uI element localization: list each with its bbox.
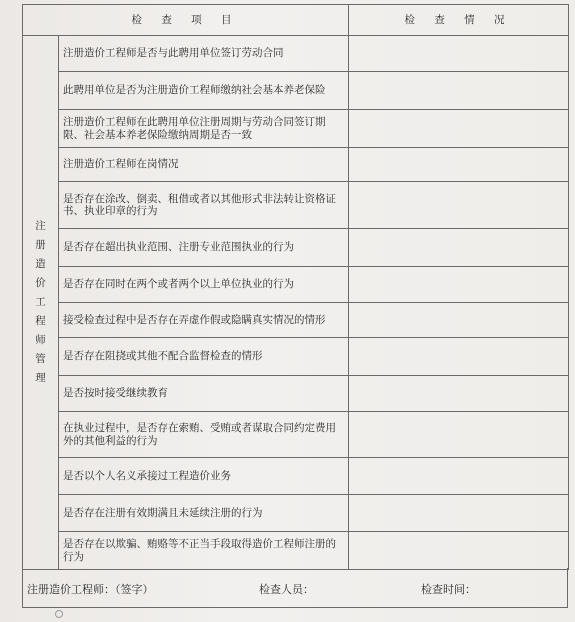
check-item: 是否存在以欺骗、贿赂等不正当手段取得造价工程师注册的行为 (59, 532, 349, 570)
section-label: 注册造价工程师管理 (35, 220, 46, 384)
table-row (23, 229, 569, 267)
table-row (23, 72, 569, 110)
result-cell[interactable] (349, 110, 569, 148)
result-cell[interactable] (349, 458, 569, 495)
table-row (23, 110, 569, 148)
table-row (23, 532, 569, 570)
check-item: 是否存在阻挠或其他不配合监督检查的情形 (59, 338, 349, 376)
result-cell[interactable] (349, 338, 569, 376)
result-cell[interactable] (349, 36, 569, 72)
header-result-column: 检 查 情 况 (349, 5, 569, 36)
check-item: 是否按时接受继续教育 (59, 376, 349, 412)
table-row (23, 267, 569, 303)
result-cell[interactable] (349, 303, 569, 338)
check-item: 是否存在同时在两个或者两个以上单位执业的行为 (59, 267, 349, 303)
inspector-label: 检查人员： (259, 583, 314, 596)
check-item: 在执业过程中，是否存在索贿、受贿或者谋取合同约定费用外的其他利益的行为 (59, 412, 349, 458)
result-cell[interactable] (349, 495, 569, 532)
result-cell[interactable] (349, 412, 569, 458)
result-cell[interactable] (349, 72, 569, 110)
signature-footer (22, 568, 568, 608)
check-item: 接受检查过程中是否存在弄虚作假或隐瞒真实情况的情形 (59, 303, 349, 338)
table-row (23, 182, 569, 229)
check-item: 是否存在注册有效期满且未延续注册的行为 (59, 495, 349, 532)
inspection-table (22, 4, 569, 570)
check-item: 注册造价工程师在岗情况 (59, 148, 349, 182)
result-cell[interactable] (349, 148, 569, 182)
header-item-column: 检 查 项 目 (23, 5, 349, 36)
punch-hole-mark (55, 610, 63, 618)
result-cell[interactable] (349, 267, 569, 303)
check-item: 注册造价工程师在此聘用单位注册周期与劳动合同签订期限、社会基本养老保险缴纳周期是否一致 (59, 110, 349, 148)
table-row (23, 458, 569, 495)
table-row (23, 148, 569, 182)
engineer-signature-label: 注册造价工程师：（签字） (27, 583, 154, 596)
check-item: 是否存在超出执业范围、注册专业范围执业的行为 (59, 229, 349, 267)
result-cell[interactable] (349, 229, 569, 267)
table-header-row (23, 5, 569, 36)
result-cell[interactable] (349, 532, 569, 570)
table-row (23, 338, 569, 376)
check-item: 是否存在涂改、倒卖、租借或者以其他形式非法转让资格证书、执业印章的行为 (59, 182, 349, 229)
table-row (23, 36, 569, 72)
check-item: 注册造价工程师是否与此聘用单位签订劳动合同 (59, 36, 349, 72)
table-row (23, 303, 569, 338)
table-row (23, 495, 569, 532)
table-row (23, 412, 569, 458)
table-row (23, 376, 569, 412)
inspection-time-label: 检查时间： (421, 583, 476, 596)
check-item: 是否以个人名义承接过工程造价业务 (59, 458, 349, 495)
section-label-cell (23, 36, 59, 570)
check-item: 此聘用单位是否为注册造价工程师缴纳社会基本养老保险 (59, 72, 349, 110)
result-cell[interactable] (349, 182, 569, 229)
result-cell[interactable] (349, 376, 569, 412)
